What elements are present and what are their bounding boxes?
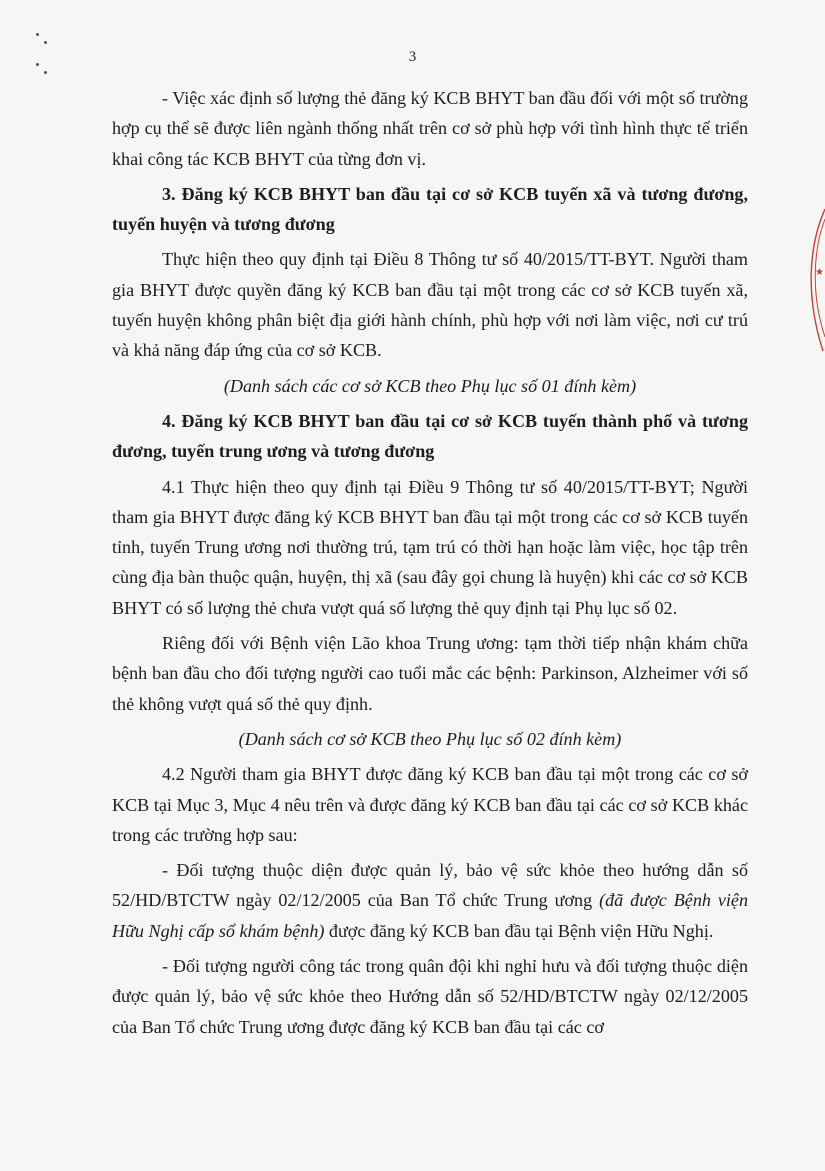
paragraph: Thực hiện theo quy định tại Điều 8 Thông tư số 40/2015/TT-BYT. Người tham gia BHYT được quyền đăng ký KCB ban đầu tại một trong các cơ sở KCB tuyến xã, tuyến huyện không phân biệt địa giới hành chính, phù hợp với nơi làm việc, nơi cư trú và khả năng đáp ứng của cơ sở KCB.: [112, 249, 748, 361]
red-stamp-edge: [801, 205, 825, 355]
paragraph: [112, 855, 748, 946]
italic-text-run: (đã được Bệnh viện Hữu Nghị cấp sổ khám bệnh): [112, 890, 748, 941]
document-body: [112, 83, 748, 1047]
appendix-note: (Danh sách cơ sở KCB theo Phụ lục số 02 đính kèm): [238, 728, 622, 749]
paragraph: Riêng đối với Bệnh viện Lão khoa Trung ương: tạm thời tiếp nhận khám chữa bệnh ban đầu cho đối tượng người cao tuổi mắc các bệnh: Parkinson, Alzheimer với số thẻ không vượt quá số thẻ quy định.: [112, 633, 748, 714]
section-heading-3: 3. Đăng ký KCB BHYT ban đầu tại cơ sở KCB tuyến xã và tương đương, tuyến huyện và tương đương: [112, 183, 748, 235]
scan-speck: [44, 71, 47, 74]
scan-speck: [36, 33, 39, 36]
text-run: - Đối tượng thuộc diện được quản lý, bảo vệ sức khỏe theo hướng dẫn số 52/HD/BTCTW ngày 02/12/2005 của Ban Tổ chức Trung ương: [112, 860, 748, 911]
svg-text:★: ★: [815, 267, 824, 278]
paragraph: 4.1 Thực hiện theo quy định tại Điều 9 Thông tư số 40/2015/TT-BYT; Người tham gia BHYT được đăng ký KCB BHYT ban đầu tại một trong các cơ sở KCB tuyến tỉnh, tuyến Trung ương nơi thường trú, tạm trú có thời hạn hoặc làm việc, học tập trên cùng địa bàn thuộc quận, huyện, thị xã (sau đây gọi chung là huyện) khi các cơ sở KCB BHYT có số lượng thẻ chưa vượt quá số lượng thẻ quy định tại Phụ lục số 02.: [112, 476, 748, 618]
page-number: 3: [408, 49, 417, 65]
text-run: được đăng ký KCB ban đầu tại Bệnh viện Hữu Nghị.: [324, 920, 714, 941]
paragraph: - Đối tượng người công tác trong quân đội khi nghỉ hưu và đối tượng thuộc diện được quản lý, bảo vệ sức khỏe theo Hướng dẫn số 52/HD/BTCTW ngày 02/12/2005 của Ban Tổ chức Trung ương được đăng ký KCB ban đầu tại các cơ: [112, 956, 748, 1037]
paragraph: - Việc xác định số lượng thẻ đăng ký KCB BHYT ban đầu đối với một số trường hợp cụ thể sẽ được liên ngành thống nhất trên cơ sở phù hợp với tình hình thực tế triển khai công tác KCB BHYT của từng đơn vị.: [112, 88, 748, 169]
scan-speck: [44, 41, 47, 44]
paragraph: 4.2 Người tham gia BHYT được đăng ký KCB ban đầu tại một trong các cơ sở KCB tại Mục 3, Mục 4 nêu trên và được đăng ký KCB ban đầu tại các cơ sở KCB khác trong các trường hợp sau:: [112, 764, 748, 845]
appendix-note: (Danh sách các cơ sở KCB theo Phụ lục số 01 đính kèm): [223, 375, 637, 396]
section-heading-4: 4. Đăng ký KCB BHYT ban đầu tại cơ sở KCB tuyến thành phố và tương đương, tuyến trung ương và tương đương: [112, 410, 748, 462]
